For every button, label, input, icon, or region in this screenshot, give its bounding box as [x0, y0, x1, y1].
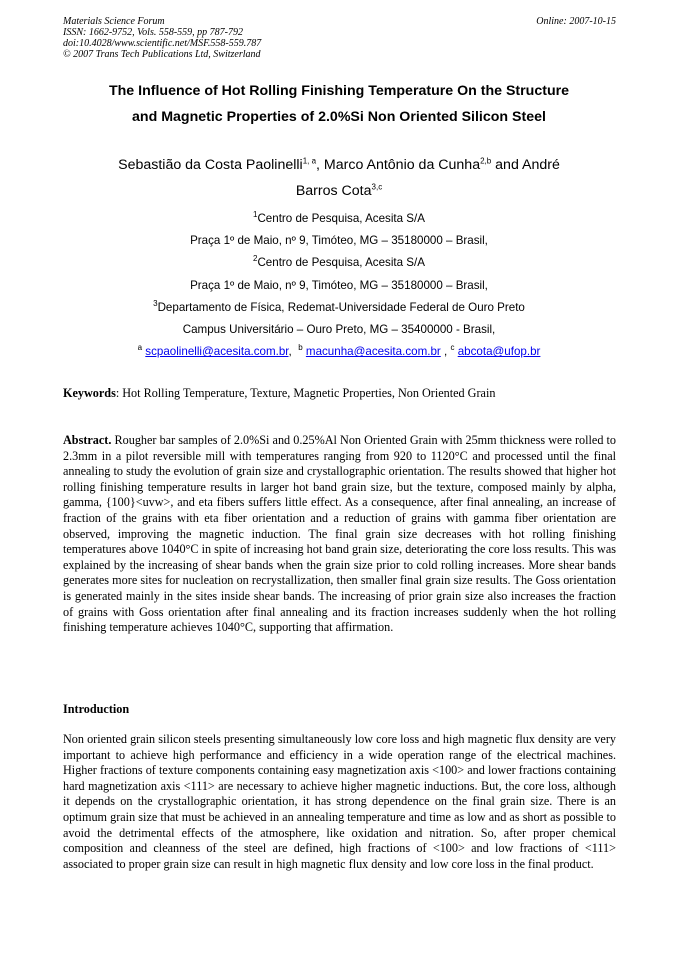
author-1-affil: 1, a	[302, 156, 317, 166]
affiliation-3-address: Campus Universitário – Ouro Preto, MG – 35400000 - Brasil,	[182, 323, 496, 337]
online-date: Online: 2007-10-15	[536, 16, 616, 27]
affiliation-1-marker: 1	[252, 210, 258, 220]
affiliation-1-name	[40, 208, 638, 230]
author-2-affil: 2,b	[480, 156, 492, 166]
email-separator: ,	[444, 345, 448, 359]
affiliation-2-text: Centro de Pesquisa, Acesita S/A	[257, 256, 425, 270]
email-link-b[interactable]: macunha@acesita.com.br	[305, 345, 441, 359]
author-line-2	[40, 178, 638, 204]
abstract	[63, 433, 616, 636]
author-1-name: Sebastião da Costa Paolinelli	[118, 157, 303, 173]
affiliation-3-text: Departamento de Física, Redemat-Universidade Federal de Ouro Preto	[157, 300, 525, 314]
issn-line: ISSN: 1662-9752, Vols. 558-559, pp 787-792	[63, 27, 243, 38]
doi-line: doi:10.4028/www.scientific.net/MSF.558-559.787	[63, 38, 262, 49]
email-b-marker: b	[298, 343, 303, 353]
affiliation-3-marker: 3	[153, 298, 158, 308]
affiliation-2-name	[40, 252, 638, 274]
keywords	[63, 385, 616, 401]
title-line-1: The Influence of Hot Rolling Finishing Temperature On the Structure	[108, 83, 570, 99]
author-separator: ,	[316, 157, 324, 173]
affiliation-2-address: Praça 1º de Maio, nº 9, Timóteo, MG – 35180000 – Brasil,	[190, 278, 488, 292]
title-line-2: and Magnetic Properties of 2.0%Si Non Oriented Silicon Steel	[132, 109, 546, 125]
keywords-label: Keywords	[63, 386, 116, 400]
affiliation-2-marker: 2	[252, 254, 258, 264]
author-list	[40, 152, 638, 204]
affiliation-1-text: Centro de Pesquisa, Acesita S/A	[257, 212, 425, 225]
publication-header	[63, 16, 616, 60]
paper-title	[40, 78, 638, 130]
email-link-c[interactable]: abcota@ufop.br	[457, 345, 541, 359]
author-line-1	[40, 152, 638, 178]
author-separator: and André	[491, 157, 560, 173]
affiliation-3-name	[40, 297, 638, 319]
introduction-paragraph: Non oriented grain silicon steels presenting simultaneously low core loss and high magnetic flux density are very important to achieve high performance and efficiency in a wide operation range of the electrical machines. Higher fractions of texture components containing easy magnetization axis <100> and lower fractions containing hard magnetization axis <111> are necessary to achieve higher magnetic inductions. But, the core loss, although it depends on the crystallographic orientation, it has strong dependence on the final grain size. There is an optimum grain size that must be achieved in an annealing temperature and time as low and as short as possible to avoid the detrimental effects of the atmosphere, like oxidation and nitration. So, after proper chemical composition and cleanness of the steel are defined, high fractions of <100> and low fractions of <111> associated to proper grain size can result in high magnetic flux density and low core loss in the final product.	[63, 732, 616, 871]
abstract-label: Abstract.	[63, 433, 112, 447]
email-c-marker: c	[450, 343, 455, 353]
author-3-affil: 3,c	[371, 182, 383, 192]
keywords-text: : Hot Rolling Temperature, Texture, Magnetic Properties, Non Oriented Grain	[115, 386, 496, 400]
email-line	[40, 341, 638, 363]
author-2-name: Marco Antônio da Cunha	[323, 157, 481, 173]
author-3-name: Barros Cota	[295, 183, 372, 199]
email-link-a[interactable]: scpaolinelli@acesita.com.br	[145, 345, 289, 359]
section-heading-introduction: Introduction	[63, 702, 130, 716]
email-a-marker: a	[137, 343, 143, 353]
journal-name: Materials Science Forum	[63, 16, 165, 27]
affiliation-1-address: Praça 1º de Maio, nº 9, Timóteo, MG – 35180000 – Brasil,	[190, 234, 488, 248]
copyright-line: © 2007 Trans Tech Publications Ltd, Switzerland	[63, 49, 261, 60]
affiliations	[40, 208, 638, 363]
abstract-text: Rougher bar samples of 2.0%Si and 0.25%Al Non Oriented Grain with 25mm thickness were rolled to 2.3mm in a pilot reversible mill with temperatures ranging from 920 to 1120°C and processed until the final annealing to study the evolution of grain size and crystallographic orientation. The results showed that higher hot rolling finishing temperature results in larger hot band grain size, but the texture, composed mainly by alpha, gamma, {100}<uvw>, and eta fibers suffers little effect. As a consequence, after final annealing, an increase of fraction of the grains with eta fiber orientation and a reduction of grains with gamma fiber orientation are observed, improving the magnetic induction. The final grain size decreases with hot rolling finishing temperatures above 1040°C in spite of increasing hot band grain size, deteriorating the core loss results. This was explained by the increasing of shear bands when the grain size prior to cold rolling increases. More shear bands generates more sites for nucleation on recrystallization, then smaller final grain size results. The Goss orientation is generated mainly in the sites inside shear bands. The increasing of prior grain size also increases the fraction of grains with Goss orientation after final annealing and its fraction increases suddenly when the hot rolling finishing temperature achieves 1040°C, supporting that affirmation.	[63, 433, 616, 635]
email-separator: ,	[288, 345, 292, 359]
